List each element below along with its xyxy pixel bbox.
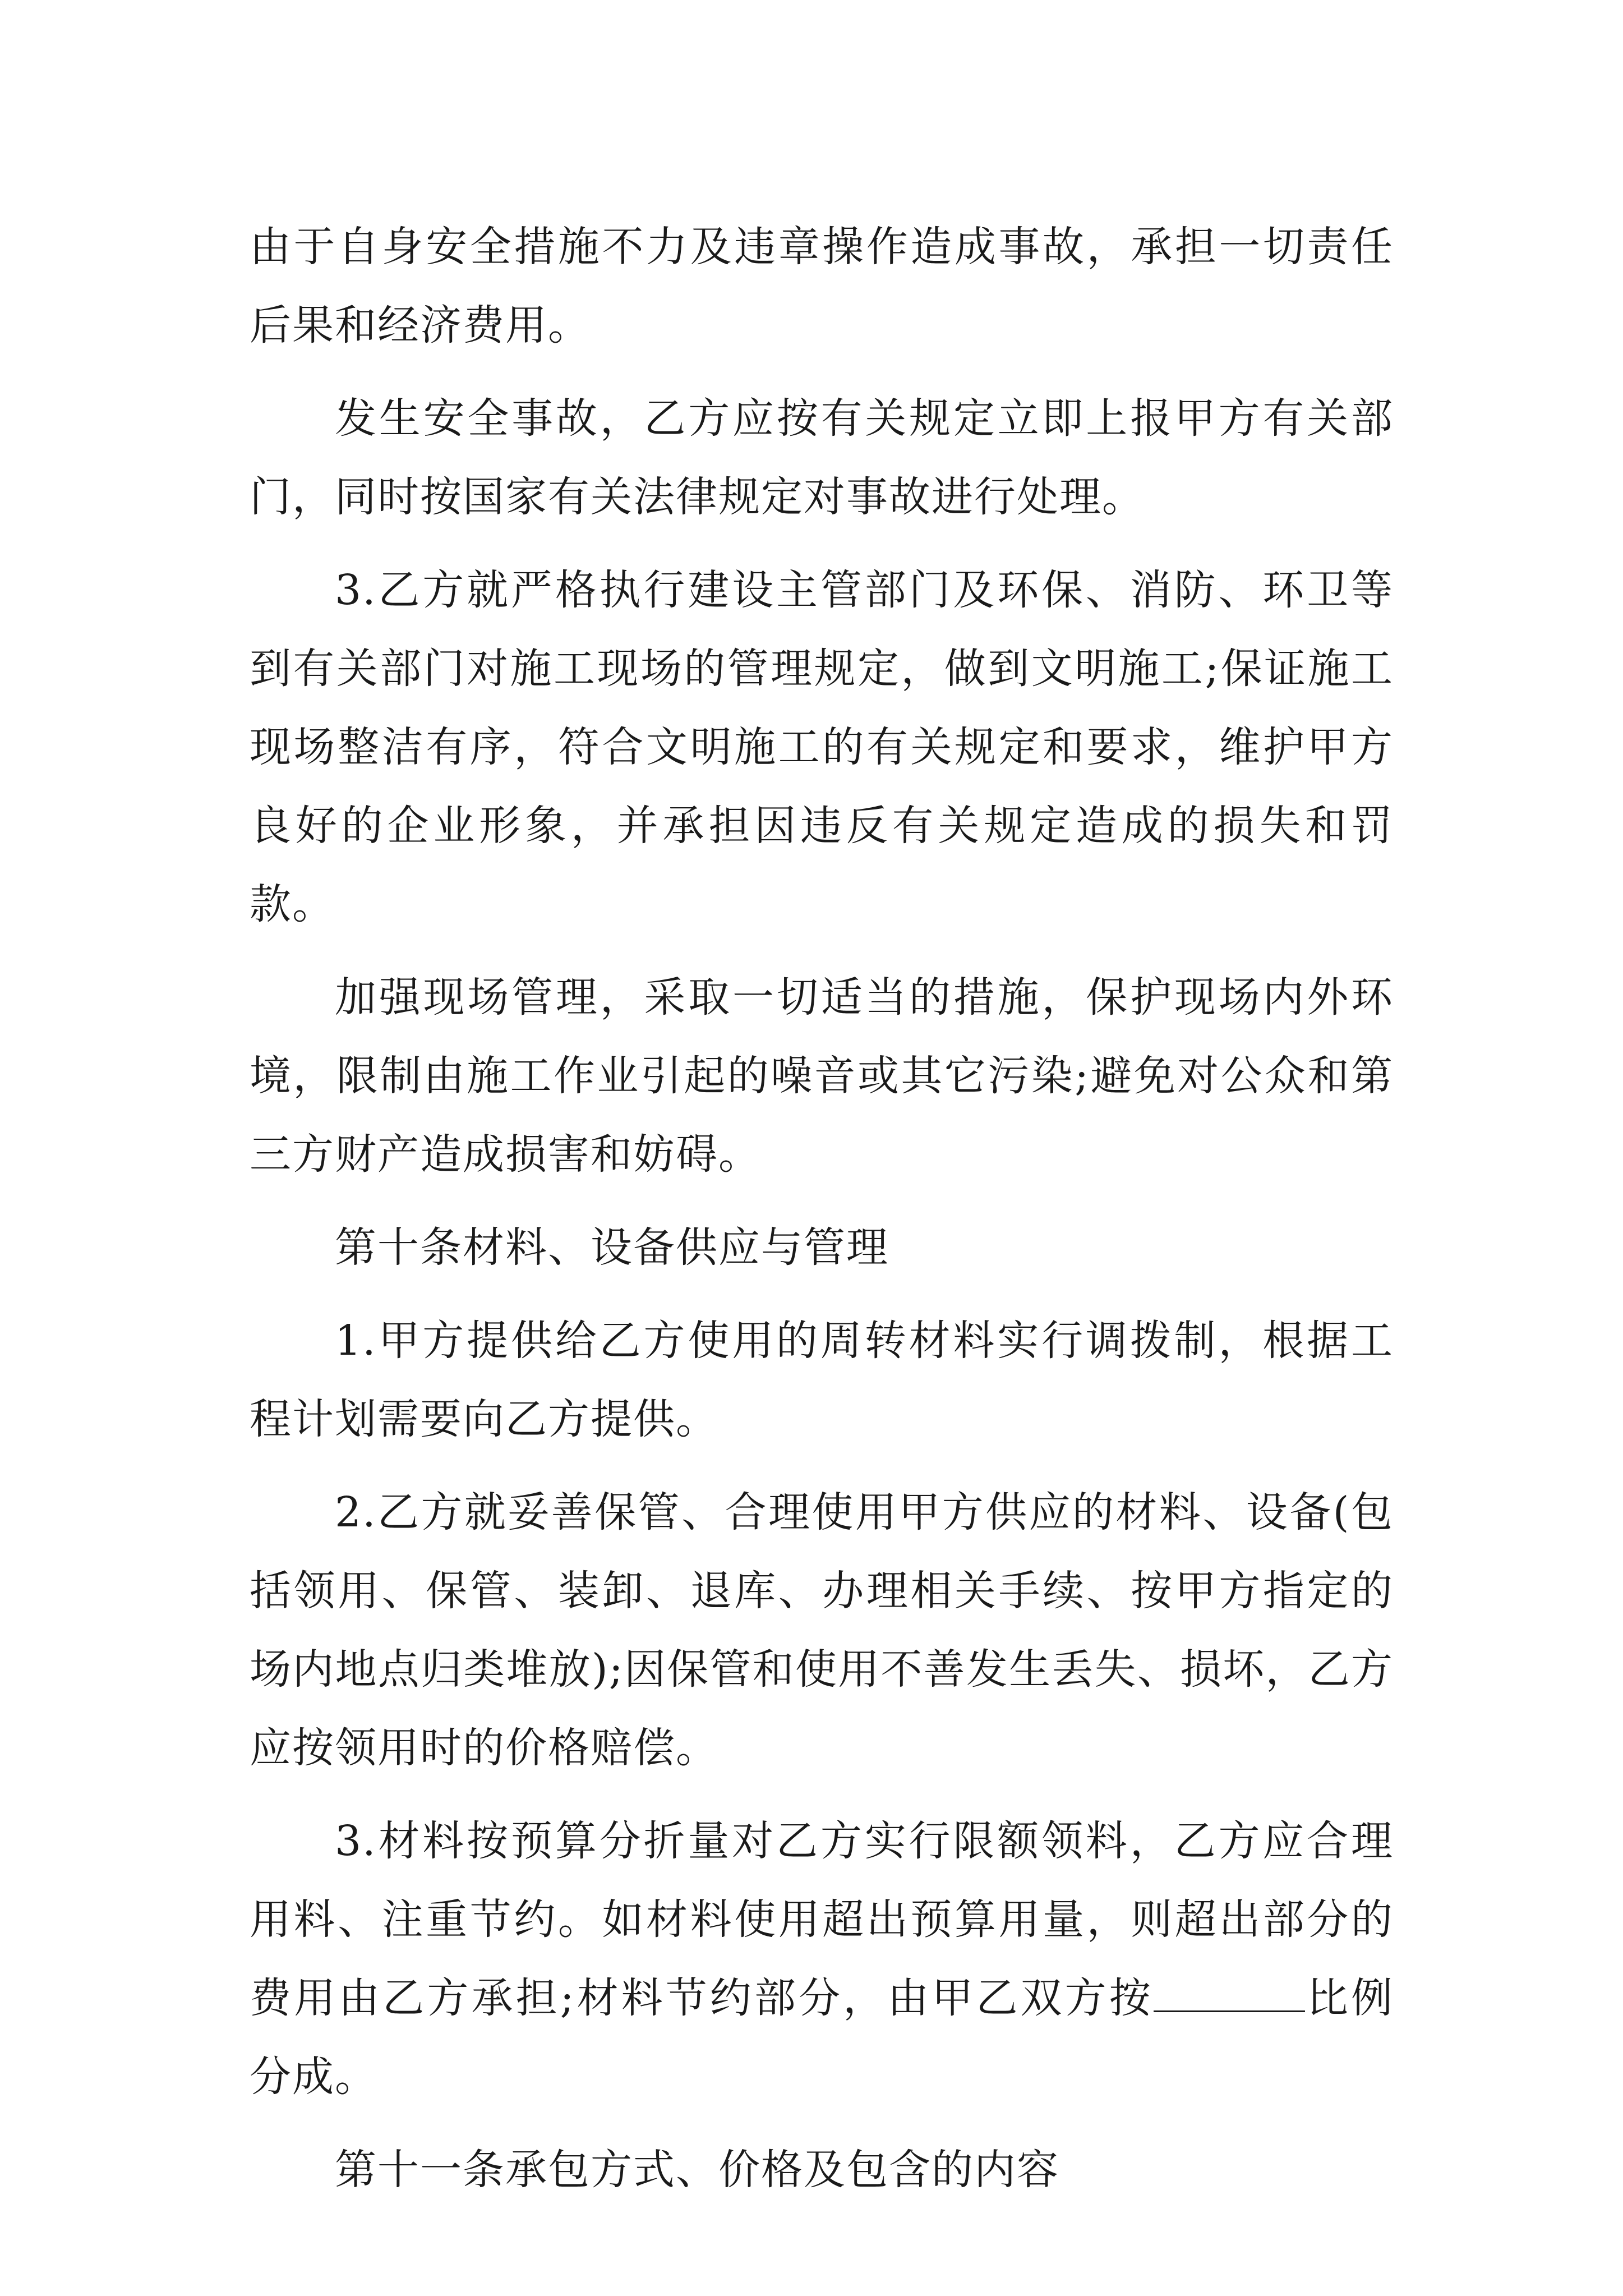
paragraph-civilized-construction: 3.乙方就严格执行建设主管部门及环保、消防、环卫等到有关部门对施工现场的管理规定，做到文明施工;保证施工现场整洁有序，符合文明施工的有关规定和要求，维护甲方良好的企业形象，并承担因违反有关规定造成的损失和罚款。 xyxy=(250,566,1394,928)
document-page xyxy=(250,208,1394,2224)
article-10-heading: 第十条材料、设备供应与管理 xyxy=(335,1223,889,1272)
article-10-item-1: 1.甲方提供给乙方使用的周转材料实行调拨制，根据工程计划需要向乙方提供。 xyxy=(250,1317,1394,1443)
article-11-heading: 第十一条承包方式、价格及包含的内容 xyxy=(335,2146,1059,2194)
article-10-item-3-tail: 比例分成。 xyxy=(250,1974,1394,2101)
ratio-blank-line xyxy=(1154,1975,1305,2012)
paragraph-accident-report: 发生安全事故，乙方应按有关规定立即上报甲方有关部门，同时按国家有关法律规定对事故进行处理。 xyxy=(250,394,1394,521)
article-10-item-3 xyxy=(250,1802,1394,2116)
paragraph-safety-liability: 由于自身安全措施不力及违章操作造成事故，承担一切责任后果和经济费用。 xyxy=(250,223,1394,349)
paragraph-site-management: 加强现场管理，采取一切适当的措施，保护现场内外环境，限制由施工作业引起的噪音或其它污染;避免对公众和第三方财产造成损害和妨碍。 xyxy=(250,973,1394,1179)
article-10-item-3-text: 3.材料按预算分折量对乙方实行限额领料，乙方应合理用料、注重节约。如材料使用超出预算用量，则超出部分的费用由乙方承担;材料节约部分，由甲乙双方按 xyxy=(250,1817,1394,2022)
article-10-item-2: 2.乙方就妥善保管、合理使用甲方供应的材料、设备(包括领用、保管、装卸、退库、办理相关手续、按甲方指定的场内地点归类堆放);因保管和使用不善发生丢失、损坏，乙方应按领用时的价格赔偿。 xyxy=(250,1488,1394,1772)
